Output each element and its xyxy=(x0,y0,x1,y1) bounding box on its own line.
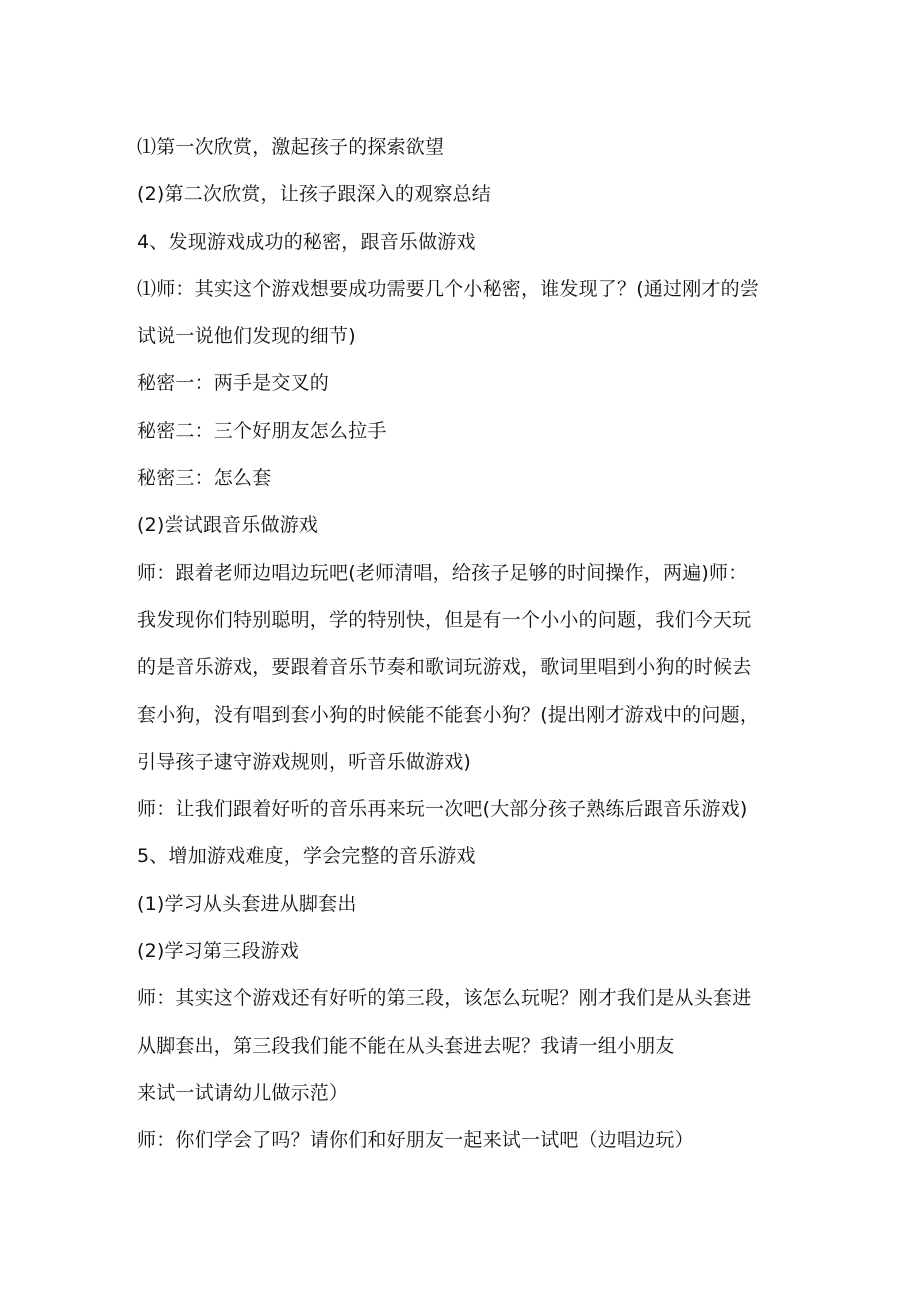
text-line: 师：你们学会了吗？请你们和好朋友一起来试一试吧（边唱边玩） xyxy=(137,1129,694,1152)
text-line: 套小狗，没有唱到套小狗的时候能不能套小狗？(提出刚才游戏中的问题， xyxy=(137,703,760,726)
text-line: 秘密二：三个好朋友怎么拉手 xyxy=(137,419,387,442)
text-line: 引导孩子逮守游戏规则，听音乐做游戏) xyxy=(137,750,472,773)
section-heading: 5、增加游戏难度，学会完整的音乐游戏 xyxy=(137,845,476,868)
document-body xyxy=(137,124,797,1165)
text-line: 从脚套出，第三段我们能不能在从头套进去呢？我请一组小朋友 xyxy=(137,1034,675,1057)
text-line: ⑴第一次欣赏，激起孩子的探索欲望 xyxy=(137,136,445,158)
text-line: (1)学习从头套进从脚套出 xyxy=(137,892,357,915)
text-line: ⑴师：其实这个游戏想要成功需要几个小秘密，谁发现了？(通过刚才的尝 xyxy=(137,277,760,300)
text-line: 秘密三：怎么套 xyxy=(137,467,272,490)
text-line: 师：让我们跟着好听的音乐再来玩一次吧(大部分孩子熟练后跟音乐游戏) xyxy=(137,798,748,821)
text-line: (2)尝试跟音乐做游戏 xyxy=(137,514,319,537)
text-line: 师：其实这个游戏还有好听的第三段，该怎么玩呢？刚才我们是从头套进 xyxy=(137,987,752,1010)
text-line: 来试一试请幼儿做示范） xyxy=(137,1081,349,1104)
text-line: 师：跟着老师边唱边玩吧(老师清唱，给孩子足够的时间操作，两遍)师： xyxy=(137,561,748,584)
text-line: 的是音乐游戏，要跟着音乐节奏和歌词玩游戏，歌词里唱到小狗的时候去 xyxy=(137,656,752,679)
text-line: 我发现你们特别聪明，学的特别快，但是有一个小小的问题，我们今天玩 xyxy=(137,608,752,631)
text-line: 试说一说他们发现的细节) xyxy=(137,325,356,348)
text-line: (2)学习第三段游戏 xyxy=(137,940,299,963)
text-line: 秘密一：两手是交叉的 xyxy=(137,372,330,395)
text-line: (2)第二次欣赏，让孩子跟深入的观察总结 xyxy=(137,183,491,206)
section-heading: 4、发现游戏成功的秘密，跟音乐做游戏 xyxy=(137,230,476,253)
